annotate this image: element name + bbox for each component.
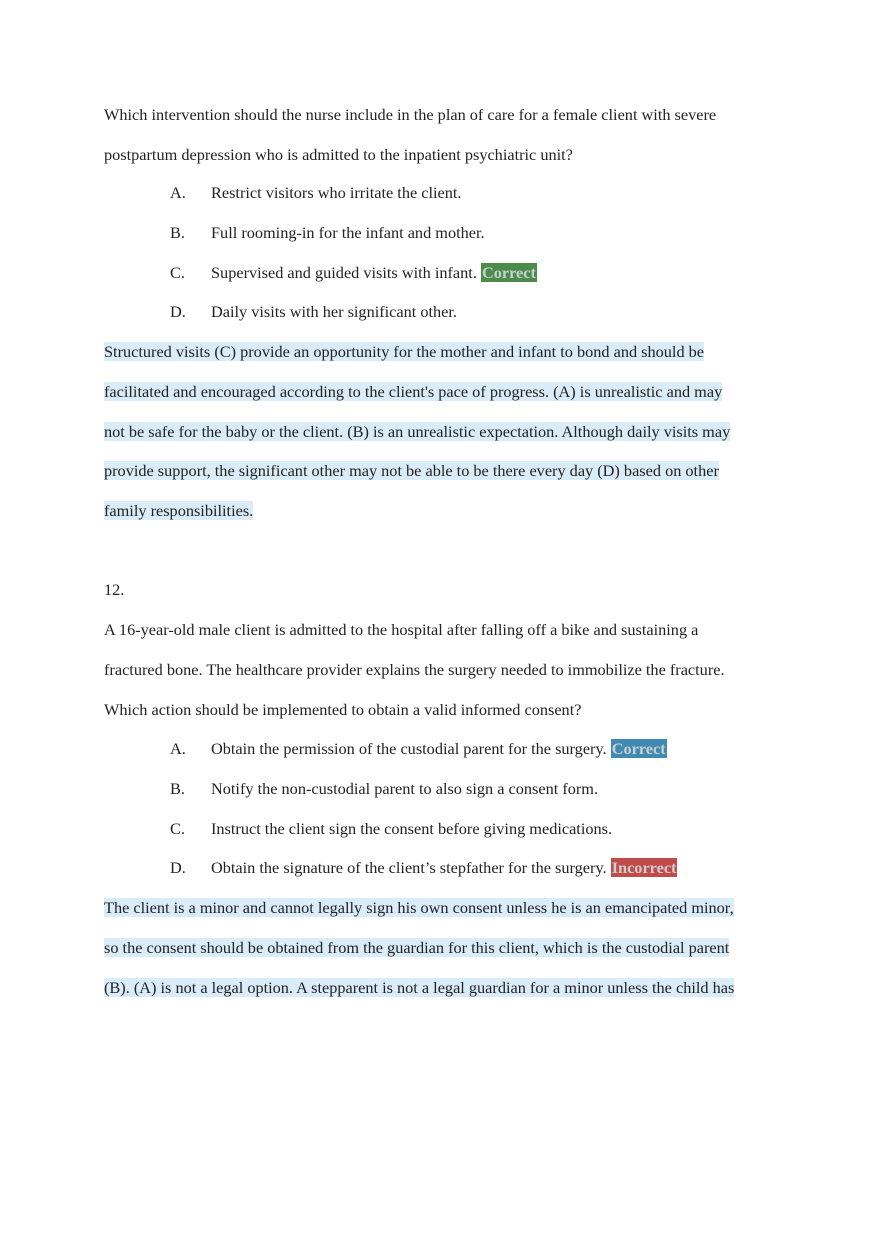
option-label: Instruct the client sign the consent before giving medications.	[211, 818, 613, 838]
explanation-line	[104, 500, 253, 522]
question-stem-text: fractured bone. The healthcare provider explains the surgery needed to immobilize the fracture.	[104, 659, 725, 679]
option-letter: C.	[170, 818, 185, 838]
option-label: Obtain the permission of the custodial parent for the surgery.	[211, 739, 607, 758]
option-letter: B.	[170, 778, 185, 798]
question-stem	[104, 699, 581, 721]
option-letter: C.	[170, 262, 185, 282]
explanation-line-text: The client is a minor and cannot legally sign his own consent unless he is an emancipated minor,	[104, 898, 734, 917]
option-label: Restrict visitors who irritate the client.	[211, 183, 462, 202]
correct-badge: Correct	[481, 262, 536, 282]
explanation-line-text: (B). (A) is not a legal option. A stepparent is not a legal guardian for a minor unless the child has	[104, 977, 735, 997]
explanation-line	[104, 937, 729, 959]
explanation-line-text: family responsibilities.	[104, 501, 254, 520]
option-label: Notify the non-custodial parent to also sign a consent form.	[211, 778, 599, 798]
explanation-line-text: so the consent should be obtained from the guardian for this client, which is the custodial parent	[104, 937, 730, 957]
option-text	[211, 301, 457, 323]
option-letter: A.	[170, 739, 186, 758]
explanation-line	[104, 421, 730, 443]
option-text	[211, 262, 537, 284]
incorrect-badge: Incorrect	[611, 858, 677, 878]
option-label: Supervised and guided visits with infant.	[211, 262, 477, 282]
option-text	[211, 857, 677, 879]
question-stem-text: Which intervention should the nurse include in the plan of care for a female client with severe	[104, 105, 717, 124]
explanation-line	[104, 897, 734, 919]
option-label: Full rooming-in for the infant and mother.	[211, 222, 485, 242]
explanation-line-text: provide support, the significant other may not be able to be there every day (D) based on other	[104, 461, 719, 481]
question-number-text: 12.	[104, 580, 125, 599]
option-letter: D.	[170, 858, 186, 878]
explanation-line-text: facilitated and encouraged according to the client's pace of progress. (A) is unrealistic and may	[104, 381, 723, 401]
explanation-line	[104, 460, 719, 482]
option-text	[211, 222, 485, 244]
explanation-line-text: Structured visits (C) provide an opportunity for the mother and infant to bond and should be	[104, 342, 705, 361]
correct-badge: Correct	[611, 739, 666, 758]
option-label: Obtain the signature of the client’s stepfather for the surgery.	[211, 858, 607, 878]
option-letter: A.	[170, 183, 186, 202]
option-letter: D.	[170, 302, 186, 322]
question-number	[104, 579, 124, 601]
question-stem	[104, 659, 725, 681]
question-stem	[104, 619, 698, 641]
explanation-line-text: not be safe for the baby or the client. (B) is an unrealistic expectation. Although daily visits may	[104, 421, 731, 441]
explanation-line	[104, 381, 722, 403]
question-stem-text: Which action should be implemented to obtain a valid informed consent?	[104, 699, 582, 719]
option-text	[211, 818, 612, 840]
option-text	[211, 738, 667, 760]
question-stem	[104, 144, 573, 166]
option-text	[211, 182, 462, 204]
option-text	[211, 778, 598, 800]
question-stem-text: A 16-year-old male client is admitted to the hospital after falling off a bike and sustaining a	[104, 620, 699, 639]
question-stem-text: postpartum depression who is admitted to the inpatient psychiatric unit?	[104, 144, 573, 164]
option-letter: B.	[170, 222, 185, 242]
option-label: Daily visits with her significant other.	[211, 302, 457, 322]
explanation-line	[104, 341, 704, 363]
explanation-line	[104, 977, 734, 999]
question-stem	[104, 104, 716, 126]
